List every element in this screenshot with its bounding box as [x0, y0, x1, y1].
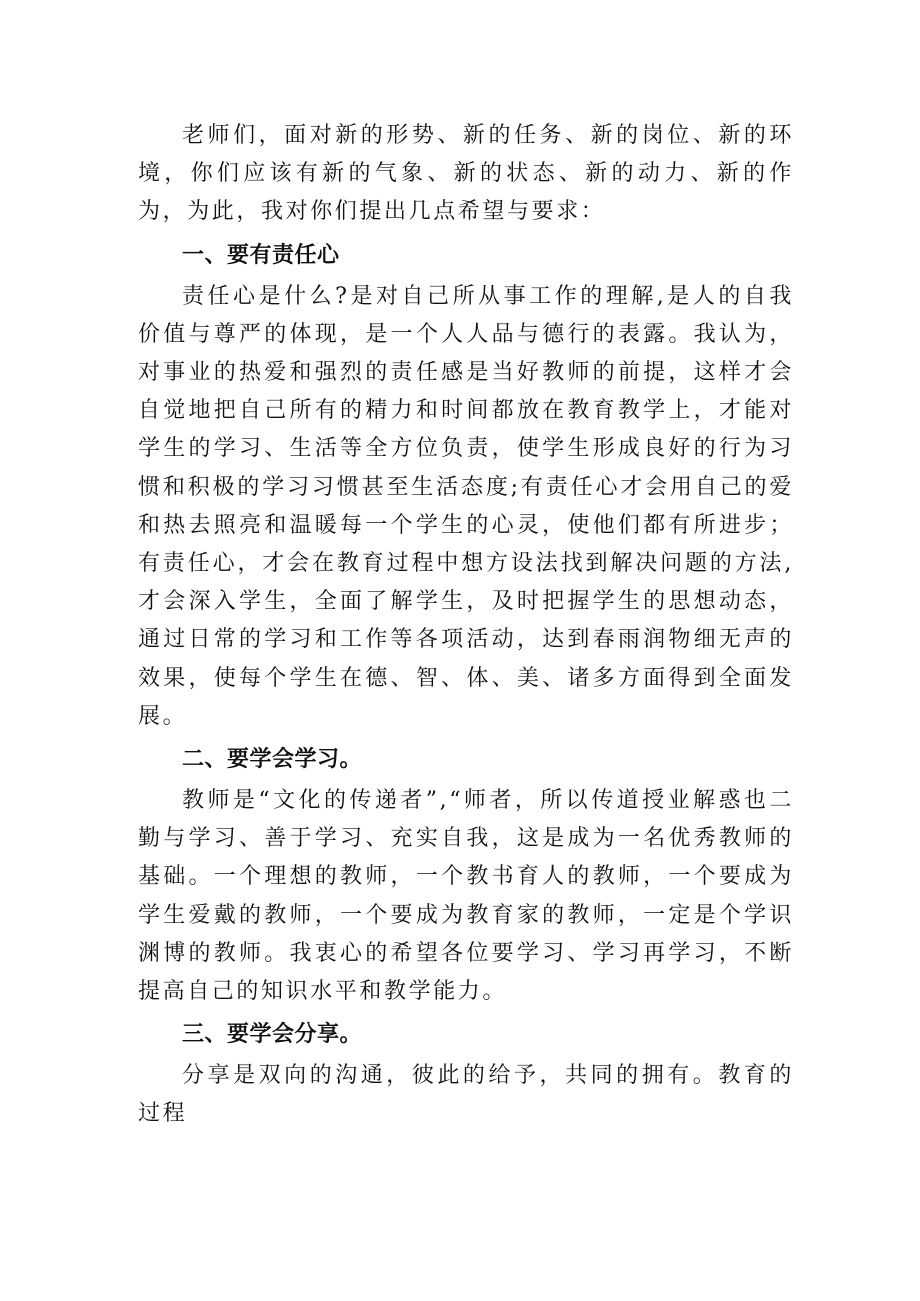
section-body-learning: 教师是“文化的传递者”,“师者，所以传道授业解惑也二勤与学习、善于学习、充实自我，这是成为一名优秀教师的基础。一个理想的教师，一个教书育人的教师，一个要成为学生爱戴的教师，一个要成为教育家的教师，一定是个学识渊博的教师。我衷心的希望各位要学习、学习再学习，不断提高自己的知识水平和教学能力。	[138, 788, 794, 1005]
document-body	[138, 117, 794, 1134]
section-body-sharing: 分享是双向的沟通，彼此的给予，共同的拥有。教育的过程	[138, 1063, 794, 1127]
intro-paragraph: 老师们，面对新的形势、新的任务、新的岗位、新的环境，你们应该有新的气象、新的状态、新的动力、新的作为，为此，我对你们提出几点希望与要求：	[138, 123, 794, 225]
section-body-responsibility: 责任心是什么?是对自己所从事工作的理解,是人的自我价值与尊严的体现，是一个人人品与德行的表露。我认为，对事业的热爱和强烈的责任感是当好教师的前提，这样才会自觉地把自己所有的精力和时间都放在教育教学上，才能对学生的学习、生活等全方位负责，使学生形成良好的行为习惯和积极的学习习惯甚至生活态度;有责任心才会用自己的爱和热去照亮和温暖每一个学生的心灵，使他们都有所进步；有责任心，才会在教育过程中想方设法找到解决问题的方法,才会深入学生，全面了解学生，及时把握学生的思想动态，通过日常的学习和工作等各项活动，达到春雨润物细无声的效果，使每个学生在德、智、体、美、诸多方面得到全面发展。	[138, 283, 794, 729]
section-heading-sharing: 三、要学会分享。	[182, 1022, 363, 1048]
section-heading-learning: 二、要学会学习。	[182, 747, 363, 773]
section-heading-responsibility: 一、要有责任心	[182, 242, 340, 268]
